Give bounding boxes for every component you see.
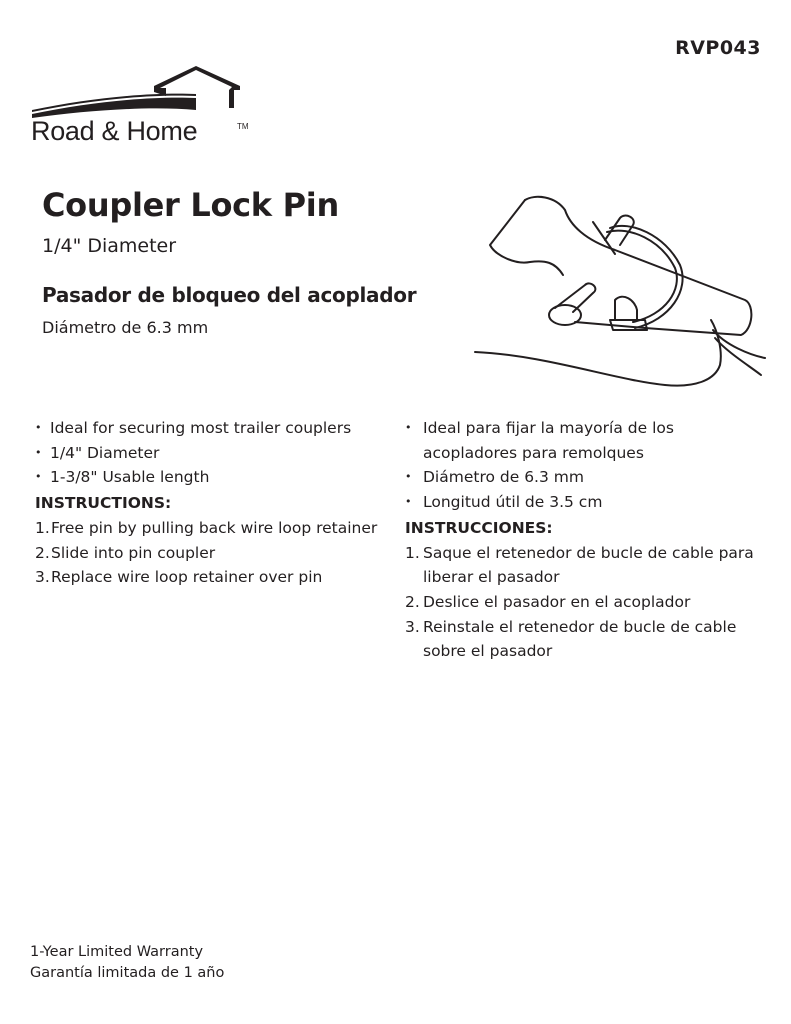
instruction-step [405, 590, 765, 615]
instruction-step [405, 541, 765, 590]
model-number: RVP043 [675, 37, 761, 59]
spanish-column [405, 416, 765, 664]
instruction-step [35, 541, 395, 566]
step-number: 3. [35, 568, 50, 587]
warranty-footer [30, 942, 224, 984]
feature-item: • 1-3/8" Usable length [35, 465, 395, 490]
step-number: 2. [35, 543, 50, 562]
brand-logo [30, 62, 249, 152]
feature-item: • Ideal for securing most trailer couplers [35, 416, 395, 441]
step-text: Slide into pin coupler [51, 543, 216, 562]
instruction-step [35, 516, 395, 541]
step-text: Reinstale el retenedor de bucle de cable sobre el pasador [423, 617, 737, 661]
product-subtitle: 1/4" Diameter [42, 235, 177, 257]
feature-item: • Longitud útil de 3.5 cm [405, 490, 765, 515]
step-text: Deslice el pasador en el acoplador [423, 592, 691, 611]
warranty-text: 1-Year Limited Warranty [30, 944, 204, 960]
feature-item: • Diámetro de 6.3 mm [405, 465, 765, 490]
house-road-icon [30, 62, 245, 122]
instructions-heading-es: INSTRUCCIONES: [405, 518, 553, 537]
instruction-step [35, 565, 395, 590]
coupler-pin-illustration [465, 180, 791, 395]
instruction-step [405, 615, 765, 664]
trademark: TM [237, 122, 249, 131]
brand-name: Road & Home [31, 116, 198, 146]
step-number: 1. [35, 518, 50, 537]
product-subtitle-es: Diámetro de 6.3 mm [42, 318, 209, 337]
step-text: Replace wire loop retainer over pin [51, 568, 323, 587]
step-text: Free pin by pulling back wire loop retainer [51, 518, 378, 537]
product-title-es: Pasador de bloqueo del acoplador [42, 283, 417, 307]
step-text: Saque el retenedor de bucle de cable para liberar el pasador [423, 543, 754, 587]
feature-item: • Ideal para fijar la mayoría de los acopladores para remolques [405, 416, 765, 465]
feature-item: • 1/4" Diameter [35, 441, 395, 466]
instructions-heading: INSTRUCTIONS: [35, 494, 172, 513]
english-column [35, 416, 395, 590]
step-number: 3. [405, 617, 420, 636]
step-number: 1. [405, 543, 420, 562]
warranty-text-es: Garantía limitada de 1 año [30, 965, 225, 981]
product-title: Coupler Lock Pin [42, 186, 339, 224]
step-number: 2. [405, 592, 420, 611]
